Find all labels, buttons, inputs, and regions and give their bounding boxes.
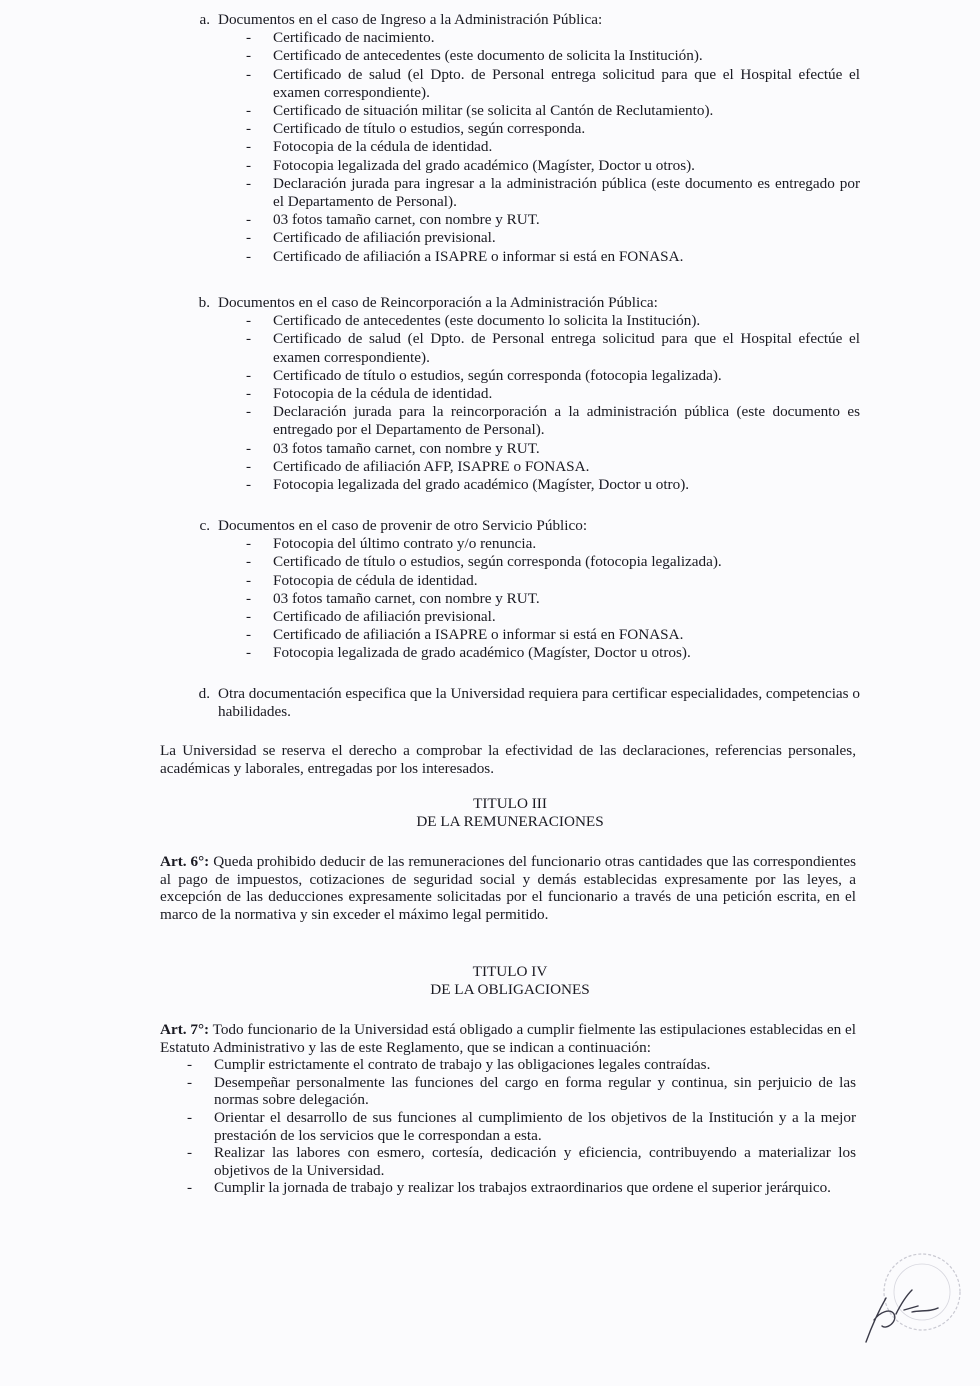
- list-item: - Realizar las labores con esmero, cortesía, dedicación y eficiencia, contribuyendo a materializar los objetivos de la Universidad.: [187, 1144, 856, 1179]
- section-d: [160, 685, 860, 721]
- list-item: - 03 fotos tamaño carnet, con nombre y RUT.: [246, 211, 540, 229]
- list-item: - Certificado de antecedentes (este documento lo solicita la Institución).: [246, 312, 701, 330]
- list-item: - Cumplir la jornada de trabajo y realizar los trabajos extraordinarios que ordene el superior jerárquico.: [187, 1179, 831, 1197]
- list-item: - Fotocopia legalizada del grado académico (Magíster, Doctor u otro).: [246, 476, 690, 494]
- list-item: - Certificado de salud (el Dpto. de Personal entrega solicitud para que el Hospital efectúe el examen correspondiente).: [246, 330, 860, 366]
- section-a-heading: Documentos en el caso de Ingreso a la Administración Pública:: [218, 11, 603, 28]
- section-c-letter: c.: [199, 517, 210, 534]
- titulo-iv-heading: [160, 963, 860, 1000]
- list-item: - Declaración jurada para ingresar a la administración pública (este documento es entregado por el Departamento de Personal).: [246, 174, 860, 211]
- section-d-letter: d.: [198, 685, 210, 702]
- list-item: - 03 fotos tamaño carnet, con nombre y RUT.: [246, 439, 540, 457]
- titulo-iii-heading: [160, 795, 860, 832]
- list-item: - 03 fotos tamaño carnet, con nombre y RUT.: [246, 589, 540, 607]
- section-c-heading: Documentos en el caso de provenir de otro Servicio Público:: [218, 517, 588, 534]
- section-c-list: [160, 535, 860, 662]
- list-item: - Certificado de nacimiento.: [246, 29, 435, 47]
- section-b-list: [160, 312, 860, 494]
- list-item: - Certificado de afiliación a ISAPRE o informar si está en FONASA.: [246, 626, 684, 644]
- list-item: - Cumplir estrictamente el contrato de trabajo y las obligaciones legales contraídas.: [187, 1056, 711, 1074]
- list-item: - Fotocopia del último contrato y/o renuncia.: [246, 535, 537, 553]
- list-item: - Certificado de título o estudios, según corresponda (fotocopia legalizada).: [246, 553, 722, 571]
- list-item: - Certificado de título o estudios, según corresponda.: [246, 120, 586, 138]
- list-item: - Fotocopia legalizada del grado académico (Magíster, Doctor u otros).: [246, 156, 695, 174]
- seal-signature-icon: [856, 1250, 966, 1350]
- list-item: - Certificado de título o estudios, según corresponda (fotocopia legalizada).: [246, 366, 722, 384]
- article-7-label: Art. 7°:: [160, 1021, 210, 1038]
- list-item: - Certificado de afiliación AFP, ISAPRE o FONASA.: [246, 457, 590, 475]
- section-d-text: Otra documentación especifica que la Universidad requiera para certificar especialidades, competencias o habilidades.: [218, 685, 860, 721]
- list-item: - Fotocopia de cédula de identidad.: [246, 571, 478, 589]
- list-item: - Fotocopia de la cédula de identidad.: [246, 385, 493, 403]
- section-b-letter: b.: [198, 294, 210, 311]
- article-6-label: Art. 6°:: [160, 853, 210, 870]
- article-7-list: [160, 1056, 856, 1197]
- article-7-text: Todo funcionario de la Universidad está obligado a cumplir fielmente las estipulaciones establecidas en el Estatuto Administrativo y las de este Reglamento, que se indican a continuación:: [160, 1021, 856, 1056]
- list-item: - Certificado de antecedentes (este documento de solicita la Institución).: [246, 47, 703, 65]
- section-b: [160, 294, 860, 494]
- list-item: - Declaración jurada para la reincorporación a la administración pública (este documento es entregado por el Departamento de Personal).: [246, 403, 860, 439]
- list-item: - Certificado de salud (el Dpto. de Personal entrega solicitud para que el Hospital efectúe el examen correspondiente).: [246, 65, 860, 101]
- list-item: - Fotocopia de la cédula de identidad.: [246, 138, 493, 156]
- section-c: [160, 517, 860, 663]
- list-item: - Certificado de afiliación a ISAPRE o informar si está en FONASA.: [246, 247, 684, 265]
- list-item: - Fotocopia legalizada de grado académico (Magíster, Doctor u otros).: [246, 644, 691, 662]
- list-item: - Desempeñar personalmente las funciones del cargo en forma regular y continua, sin perjuicio de las normas sobre delegación.: [187, 1073, 856, 1109]
- list-item: - Certificado de afiliación previsional.: [246, 608, 496, 626]
- section-a-list: [160, 29, 860, 266]
- list-item: - Orientar el desarrollo de sus funciones al cumplimiento de los objetivos de la Institución y a la mejor prestación de los servicios que le correspondan a esta.: [187, 1108, 856, 1144]
- list-item: - Certificado de situación militar (se solicita al Cantón de Reclutamiento).: [246, 102, 714, 120]
- titulo-iii-subtitle: DE LA REMUNERACIONES: [416, 813, 604, 831]
- section-a: [160, 11, 860, 266]
- article-6-text: Queda prohibido deducir de las remuneraciones del funcionario otras cantidades que las correspondientes al pago de impuestos, cotizaciones de seguridad social y demás establecidas expresamente por las leyes, a excepción de las deducciones expresamente solicitadas por el funcionario a través de una petición escrita, en el marco de la normativa y sin exceder el máximo legal permitido.: [160, 853, 856, 923]
- article-6: [160, 853, 856, 923]
- section-b-heading: Documentos en el caso de Reincorporación a la Administración Pública:: [218, 294, 658, 311]
- section-a-letter: a.: [199, 11, 210, 28]
- reserva-paragraph: La Universidad se reserva el derecho a comprobar la efectividad de las declaraciones, referencias personales, académicas y laborales, entregadas por los interesados.: [160, 742, 856, 778]
- article-7: [160, 1021, 856, 1197]
- titulo-iii-number: TITULO III: [473, 795, 547, 812]
- list-item: - Certificado de afiliación previsional.: [246, 229, 496, 247]
- titulo-iv-subtitle: DE LA OBLIGACIONES: [430, 981, 590, 999]
- titulo-iv-number: TITULO IV: [472, 963, 548, 980]
